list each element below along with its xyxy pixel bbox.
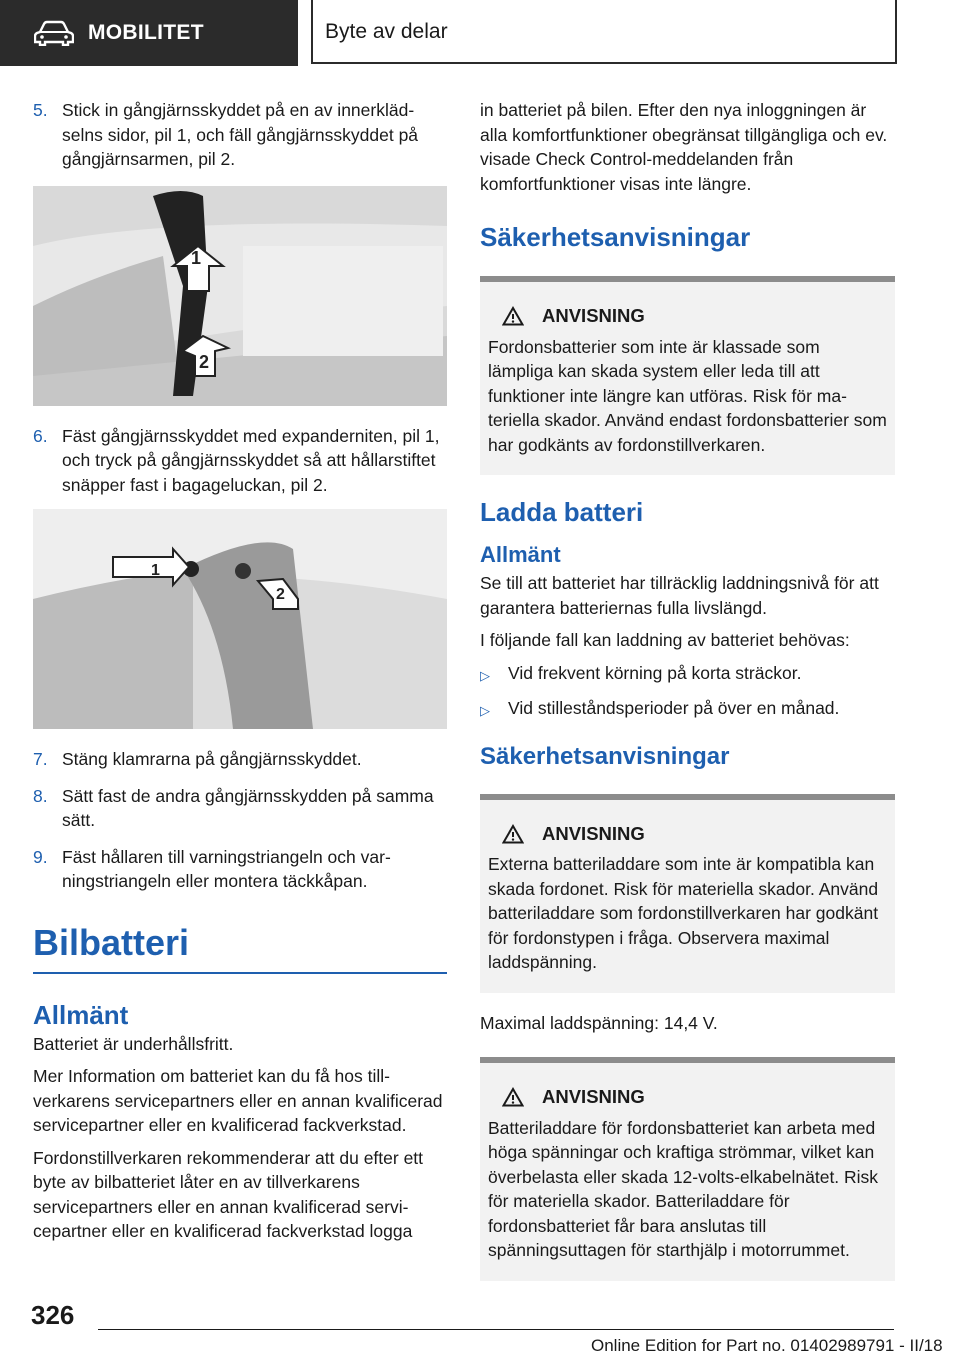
subsection-heading: Allmänt	[480, 542, 561, 567]
triangle-bullet-icon: ▷	[480, 667, 490, 683]
step-number: 9.	[33, 846, 48, 867]
warning-icon	[502, 1087, 524, 1107]
notice-box	[480, 794, 895, 993]
left-column	[33, 98, 447, 1252]
step-6	[33, 424, 447, 498]
list-item	[480, 696, 895, 724]
right-column	[480, 98, 895, 1299]
paragraph: I följande fall kan laddning av batteriet behövas:	[480, 630, 850, 650]
notice-text: Fordonsbatterier som inte är klassade som lämpliga kan skada system eller leda till att funktioner inte längre kan utföras. Risk för materiella skador. Använd endast fordonsbatterier som har godkänts av fordonstillverkaren.	[488, 336, 887, 455]
step-text: Stick in gångjärnsskyddet på en av innerklädselns sidor, pil 1, och fäll gångjärnsskyddet på gångjärnsarmen, pil 2.	[62, 100, 419, 169]
safety-heading: Säkerhetsanvisningar	[480, 742, 730, 770]
photo-hinge-cover-2	[33, 509, 447, 729]
paragraph: Batteriet är underhållsfritt.	[33, 1033, 234, 1054]
list-item-text: Vid stilleståndsperioder på över en månad.	[508, 698, 840, 718]
notice-title: ANVISNING	[542, 822, 645, 844]
step-7	[33, 747, 447, 772]
section-heading: Bilbatteri	[33, 921, 190, 963]
photo-hinge-cover-1	[33, 186, 447, 406]
notice-text: Externa batteriladdare som inte är kompatibla kan skada fordonet. Risk för materiella skador. Använd batteriladdare som fordonstillverkaren har godkänt för fordonstypen i fråga. Observera maximal laddspänning.	[488, 854, 879, 972]
step-text: Stäng klamrarna på gångjärnsskyddet.	[62, 749, 362, 769]
photo-hinge-cover-1-drawing	[33, 186, 447, 406]
safety-heading: Säkerhetsanvisningar	[480, 222, 751, 252]
triangle-bullet-icon: ▷	[480, 703, 490, 718]
page-number: 326	[31, 1300, 75, 1330]
step-text: Fäst gångjärnsskyddet med expanderniten, pil 1, och tryck på gångjärnsskyddet så att hållarstiftet snäpper fast i bagageluckan, pil 2.	[62, 425, 440, 495]
warning-icon	[502, 824, 524, 844]
notice-box	[480, 276, 895, 475]
arrow-label-2: 2	[199, 351, 210, 372]
step-9	[33, 845, 447, 894]
heading-divider	[33, 972, 447, 974]
paragraph: Se till att batteriet har tillräcklig laddningsnivå för att garantera batteriernas fulla livslängd.	[480, 573, 879, 618]
notice-title: ANVISNING	[542, 305, 645, 326]
step-number: 7.	[33, 749, 48, 769]
arrow-label-1: 1	[151, 562, 160, 579]
list-item	[480, 661, 895, 689]
step-8	[33, 784, 447, 833]
step-number: 5.	[33, 100, 48, 120]
step-text: Sätt fast de andra gångjärnsskydden på samma sätt.	[62, 785, 434, 830]
arrow-label-1: 1	[191, 247, 202, 268]
step-text: Fäst hållaren till varningstriangeln och varningstriangeln eller montera täckkåpan.	[62, 846, 391, 891]
paragraph: Maximal laddspänning: 14,4 V.	[480, 1012, 718, 1033]
page-header	[0, 0, 960, 66]
notice-box	[480, 1057, 895, 1281]
subsection-heading: Allmänt	[33, 999, 129, 1030]
step-number: 8.	[33, 785, 48, 806]
notice-text: Batteriladdare för fordonsbatteriet kan arbeta med höga spänningar och kraftiga strömmar, vilket kan överbelasta eller skada 12-volts-elkabelnätet. Risk för materiella skador. Batteriladdare för fordonsbatteriet får bara anslutas till spänningsuttagen för starthjälp i motorrummet.	[488, 1117, 879, 1260]
paragraph: Mer Information om batteriet kan du få hos tillverkarens servicepartners eller en annan kvalificerad servicepartner eller en kvalificerad fackverkstad.	[33, 1066, 443, 1135]
chapter-box	[311, 0, 897, 64]
arrow-label-2: 2	[276, 586, 285, 603]
edition-note: Online Edition for Part no. 01402989791 - II/18	[591, 1336, 943, 1355]
notice-title: ANVISNING	[542, 1086, 645, 1107]
section-title: MOBILITET	[88, 21, 204, 44]
step-5	[33, 98, 447, 172]
step-number: 6.	[33, 425, 48, 446]
paragraph: in batteriet på bilen. Efter den nya inloggningen är alla komfortfunktioner obegränsat tillgängliga och ev. visade Check Control-meddelanden från komfortfunktioner visas inte längre.	[480, 100, 888, 194]
section-heading: Ladda batteri	[480, 497, 644, 527]
warning-icon	[502, 306, 524, 326]
paragraph: Fordonstillverkaren rekommenderar att du efter ett byte av bilbatteriet låter en av tillverkarens servicepartners eller en annan kvalificerad servicepartner eller en kvalificerad fackverkstad logga	[33, 1147, 424, 1241]
car-icon	[34, 20, 74, 46]
list-item-text: Vid frekvent körning på korta sträckor.	[508, 662, 802, 683]
section-tab	[0, 0, 298, 66]
photo-hinge-cover-2-drawing	[33, 509, 447, 729]
chapter-title: Byte av delar	[325, 20, 448, 43]
footer-divider	[98, 1329, 894, 1330]
